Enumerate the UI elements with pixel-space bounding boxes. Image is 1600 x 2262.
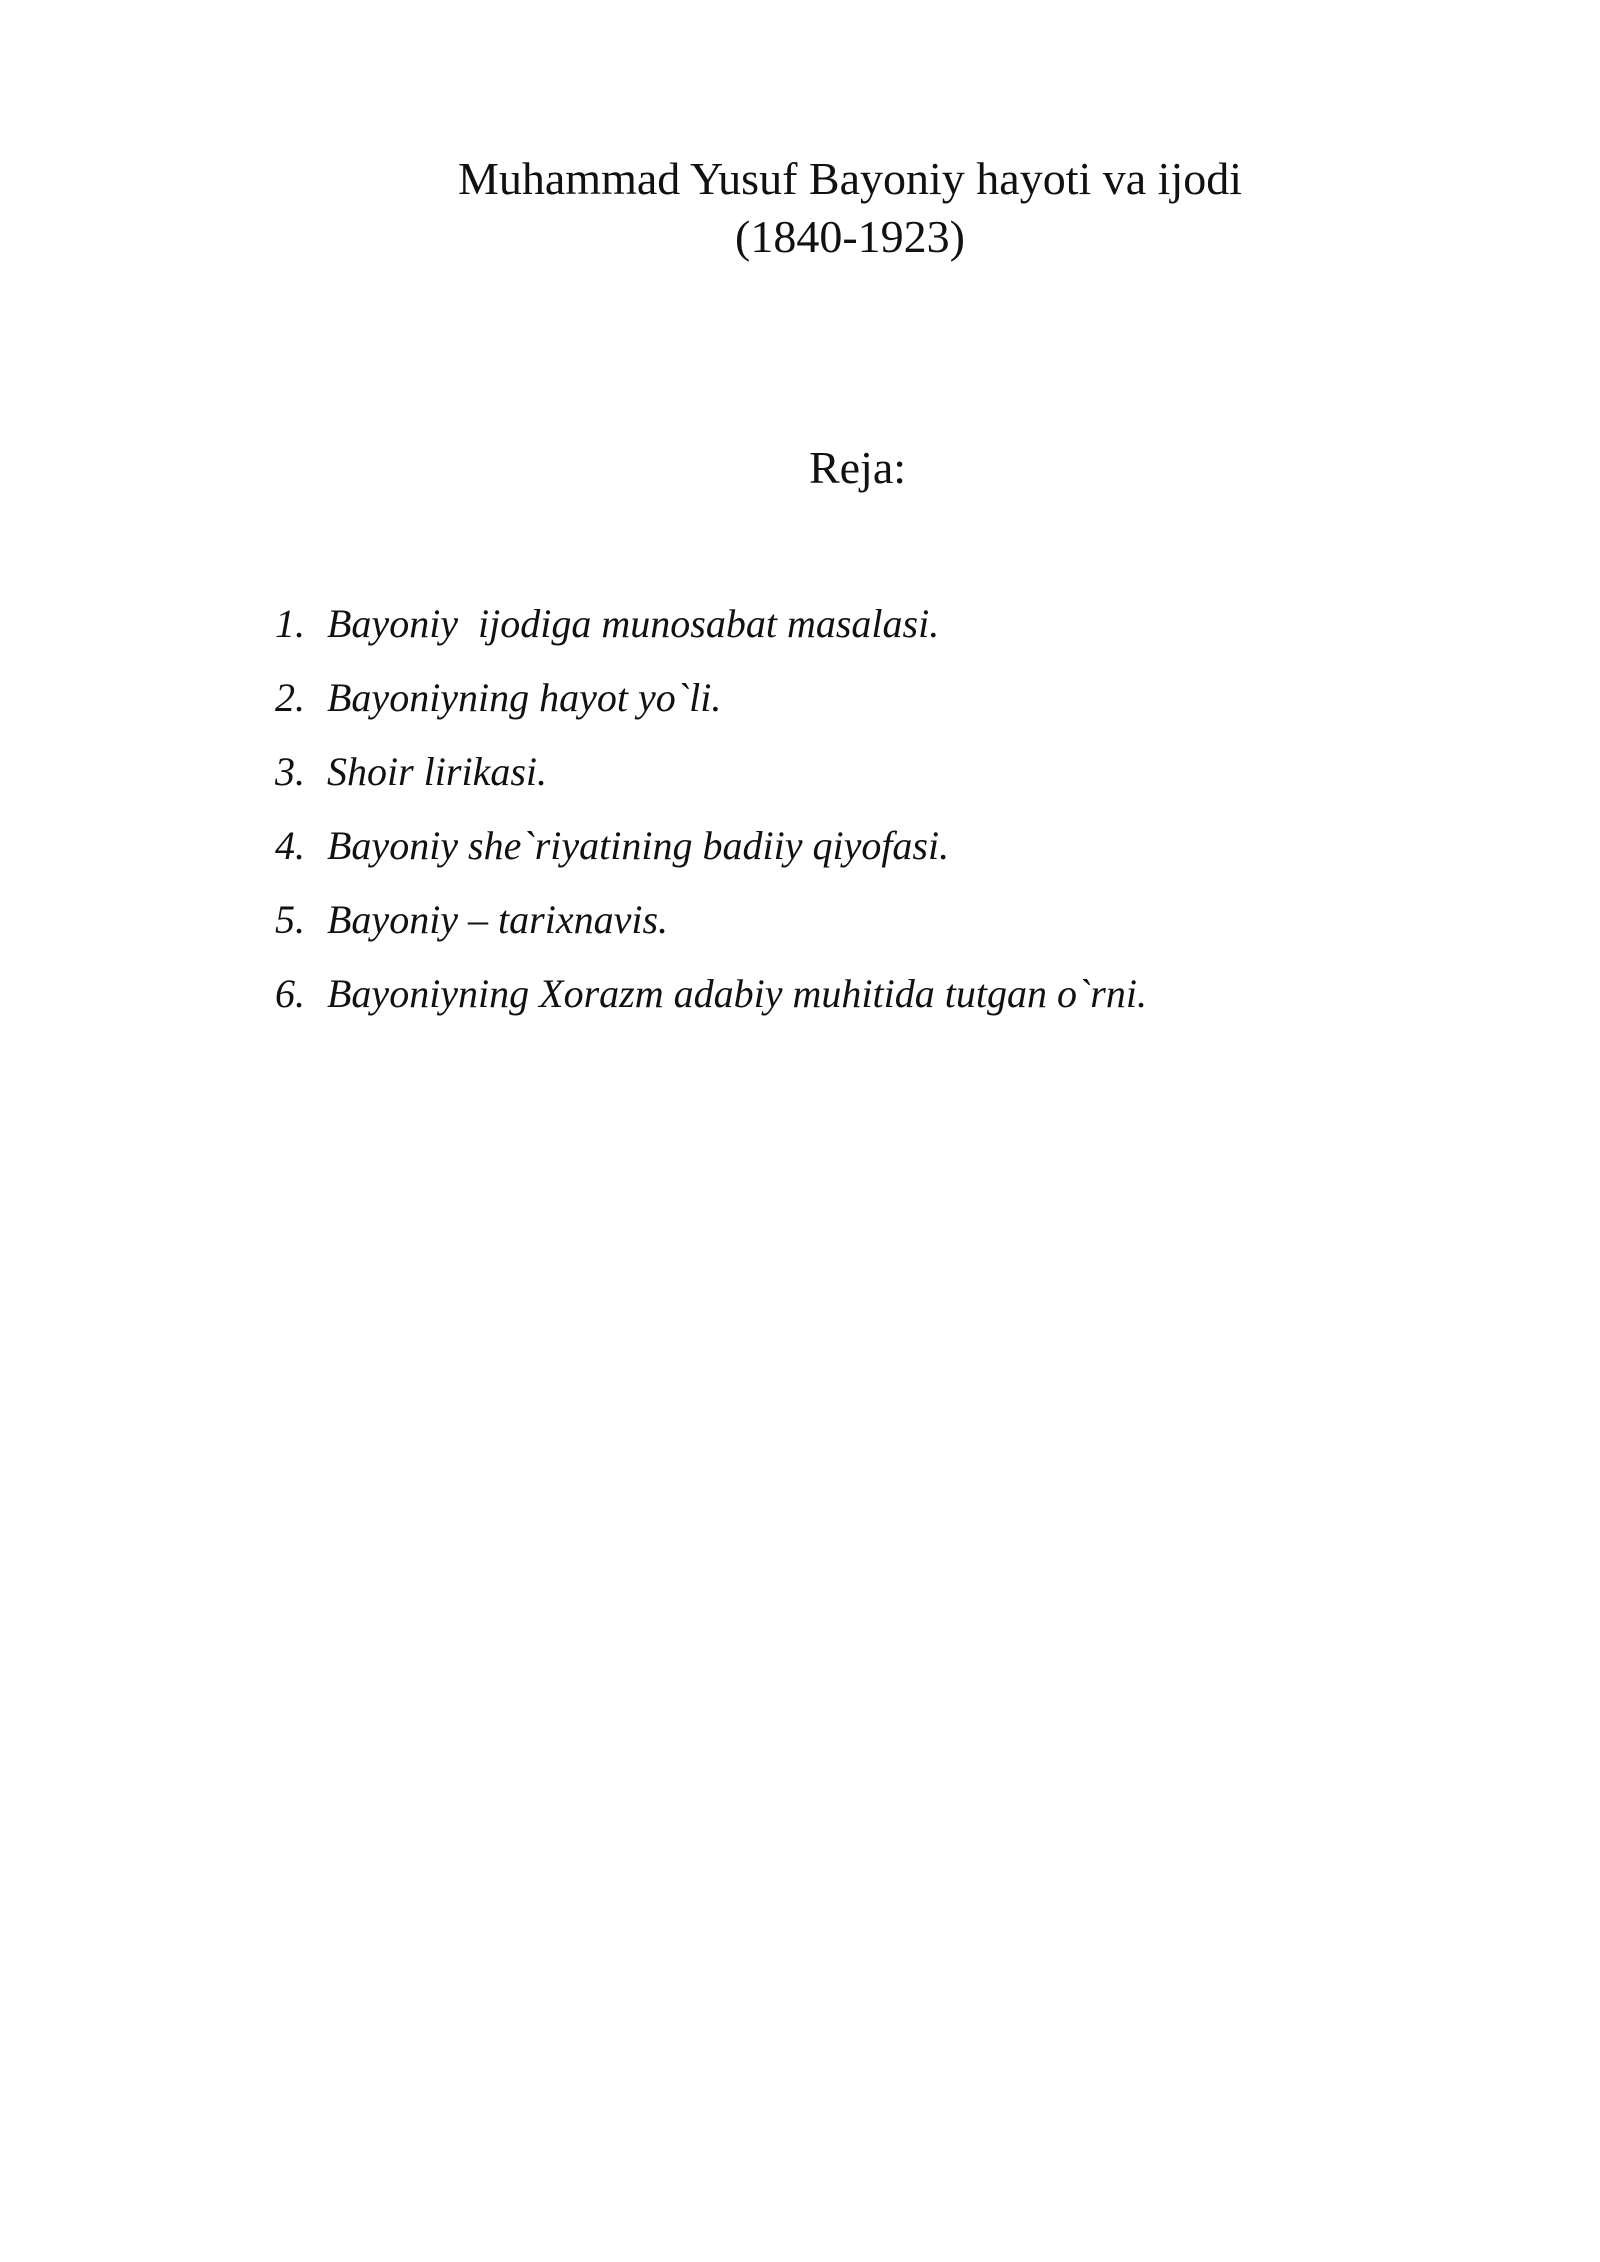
plan-item xyxy=(275,896,1147,970)
plan-item-text: Bayoniyning Xorazm adabiy muhitida tutgan o`rni. xyxy=(327,971,1147,1016)
plan-item-number: 2. xyxy=(275,675,305,720)
plan-item xyxy=(275,600,1147,674)
plan-item-number: 5. xyxy=(275,897,305,942)
document-title: Muhammad Yusuf Bayoniy hayoti va ijodi xyxy=(457,153,1243,204)
plan-item-text: Bayoniy ijodiga munosabat masalasi. xyxy=(327,601,940,646)
plan-list xyxy=(275,600,1147,1044)
plan-item xyxy=(275,970,1147,1044)
plan-item-text: Shoir lirikasi. xyxy=(327,749,548,794)
plan-item-text: Bayoniyning hayot yo`li. xyxy=(327,675,722,720)
title-block xyxy=(0,150,1600,266)
plan-item-number: 6. xyxy=(275,971,305,1016)
plan-item xyxy=(275,748,1147,822)
plan-item-text: Bayoniy – tarixnavis. xyxy=(327,897,669,942)
plan-item xyxy=(275,674,1147,748)
plan-item-number: 1. xyxy=(275,601,305,646)
plan-item-number: 4. xyxy=(275,823,305,868)
plan-item-number: 3. xyxy=(275,749,305,794)
plan-heading: Reja: xyxy=(808,442,907,493)
plan-item-text: Bayoniy she`riyatining badiiy qiyofasi. xyxy=(327,823,950,868)
document-years: (1840-1923) xyxy=(735,211,965,262)
plan-item xyxy=(275,822,1147,896)
